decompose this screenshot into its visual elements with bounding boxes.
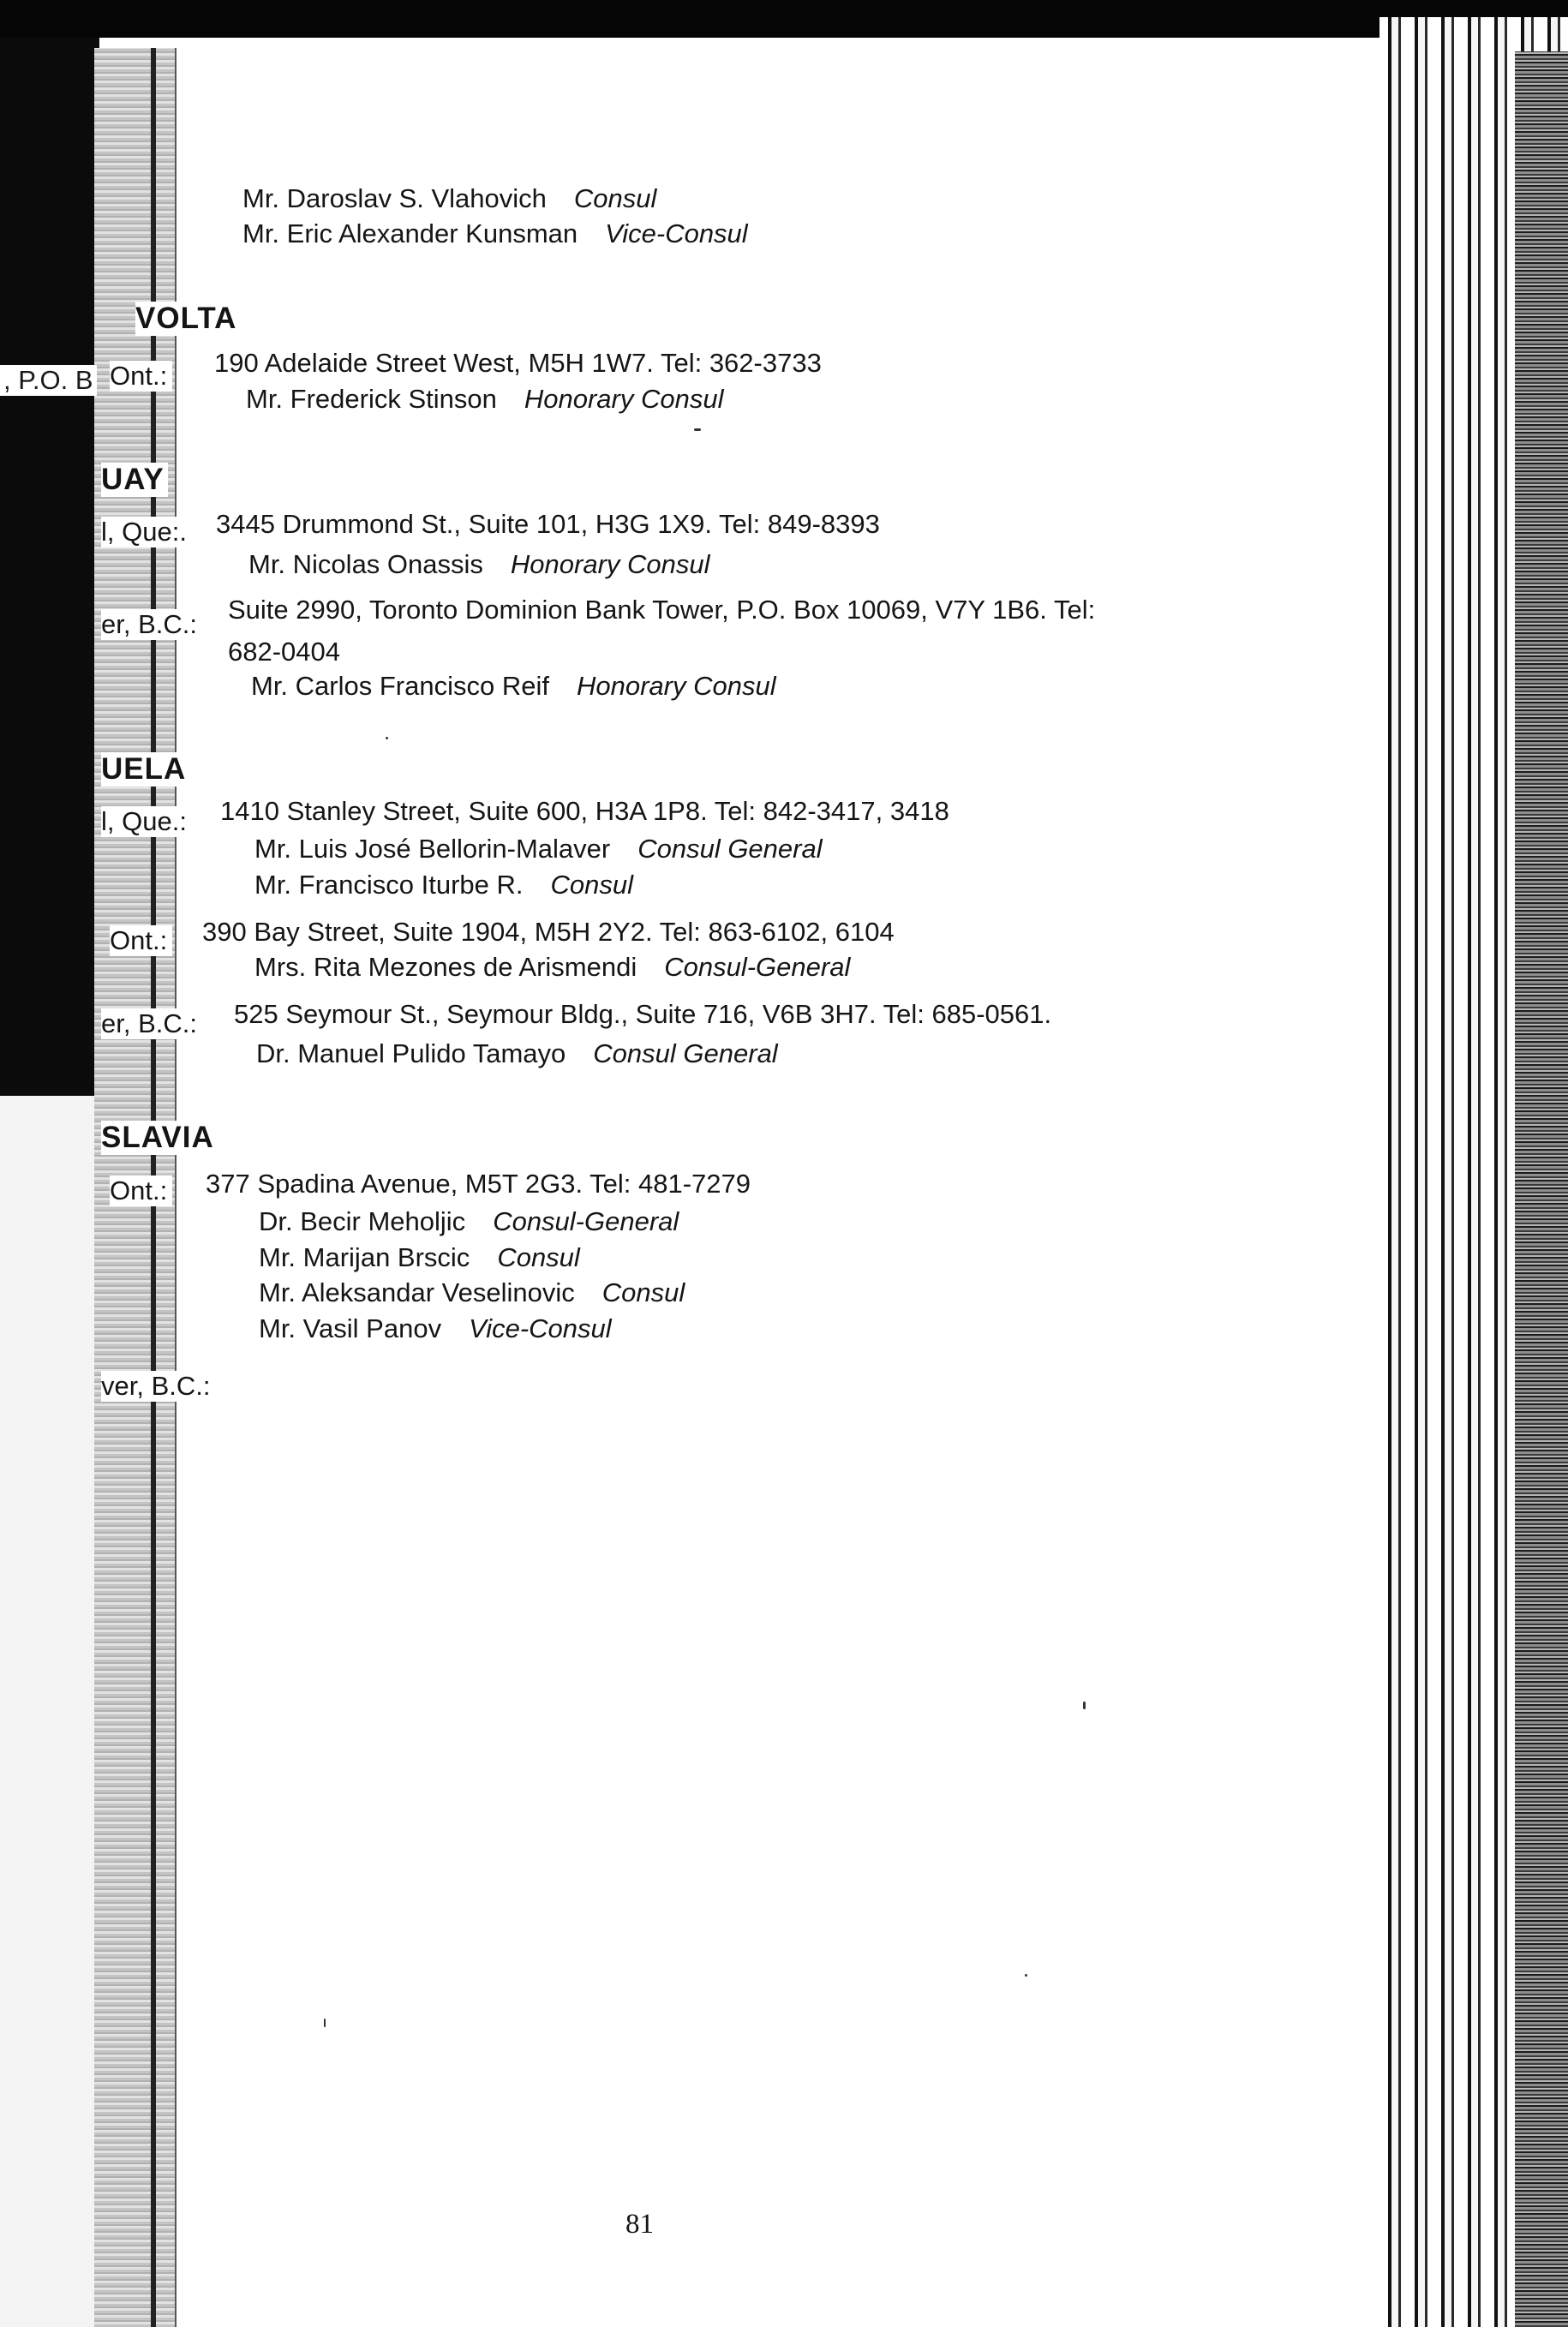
person-title: Vice-Consul xyxy=(469,1313,612,1343)
person-entry xyxy=(254,834,823,864)
office-address: 377 Spadina Avenue, M5T 2G3. Tel: 481-7279 xyxy=(206,1169,751,1199)
office-city: Ont.: xyxy=(110,1175,172,1206)
office-city: ver, B.C.: xyxy=(101,1371,215,1402)
person-title: Consul xyxy=(550,870,634,900)
country-heading: UELA xyxy=(101,752,189,787)
person-entry xyxy=(254,952,850,983)
person-name: Mr. Daroslav S. Vlahovich xyxy=(242,183,547,213)
office-address-continued: 682-0404 xyxy=(228,637,341,667)
office-city: l, Que.: xyxy=(101,806,192,837)
office-address: 525 Seymour St., Seymour Bldg., Suite 716, V6B 3H7. Tel: 685-0561. xyxy=(234,999,1052,1029)
person-name: Mr. Francisco Iturbe R. xyxy=(254,870,524,900)
person-name: Mr. Eric Alexander Kunsman xyxy=(242,218,578,248)
person-name: Mr. Nicolas Onassis xyxy=(248,549,483,579)
scan-speck xyxy=(1025,1974,1027,1977)
country-heading: UAY xyxy=(101,463,168,497)
person-title: Consul xyxy=(497,1242,580,1272)
office-city: Ont.: xyxy=(110,925,172,956)
person-name: Mr. Marijan Brscic xyxy=(259,1242,470,1272)
scan-speck xyxy=(694,428,701,431)
page-number: 81 xyxy=(625,2209,654,2240)
person-name: Mrs. Rita Mezones de Arismendi xyxy=(254,952,637,982)
office-address: 390 Bay Street, Suite 1904, M5H 2Y2. Tel: 863-6102, 6104 xyxy=(202,917,895,947)
person-name: Dr. Manuel Pulido Tamayo xyxy=(256,1038,566,1068)
person-entry xyxy=(256,1038,778,1069)
office-city: l, Que:. xyxy=(101,517,192,547)
person-title: Vice-Consul xyxy=(605,218,748,248)
person-entry xyxy=(259,1313,612,1344)
person-title: Consul-General xyxy=(664,952,851,982)
office-address: 1410 Stanley Street, Suite 600, H3A 1P8. Tel: 842-3417, 3418 xyxy=(220,796,949,826)
person-entry xyxy=(246,384,723,415)
person-entry xyxy=(254,870,633,900)
person-name: Dr. Becir Meholjic xyxy=(259,1206,466,1236)
person-name: Mr. Luis José Bellorin-Malaver xyxy=(254,834,611,864)
office-city: Ont.: xyxy=(110,361,172,392)
person-entry xyxy=(259,1277,685,1308)
person-entry xyxy=(259,1206,679,1237)
office-city: er, B.C.: xyxy=(101,1008,202,1039)
office-address: 3445 Drummond St., Suite 101, H3G 1X9. Tel: 849-8393 xyxy=(216,509,880,539)
office-city: er, B.C.: xyxy=(101,609,202,640)
person-title: Honorary Consul xyxy=(510,549,710,579)
person-title: Consul General xyxy=(593,1038,778,1068)
person-name: Mr. Carlos Francisco Reif xyxy=(251,671,549,701)
person-title: Honorary Consul xyxy=(524,384,724,414)
scan-speck xyxy=(386,737,388,739)
facing-page-text-fragment: , P.O. B xyxy=(0,365,97,396)
person-entry xyxy=(242,218,748,249)
office-address: Suite 2990, Toronto Dominion Bank Tower, P.O. Box 10069, V7Y 1B6. Tel: xyxy=(228,595,1096,625)
person-title: Consul xyxy=(601,1277,685,1307)
person-name: Mr. Aleksandar Veselinovic xyxy=(259,1277,575,1307)
person-entry xyxy=(242,183,656,214)
person-name: Mr. Vasil Panov xyxy=(259,1313,442,1343)
person-title: Honorary Consul xyxy=(576,671,776,701)
person-name: Mr. Frederick Stinson xyxy=(246,384,497,414)
person-title: Consul-General xyxy=(493,1206,679,1236)
book-fore-edge xyxy=(1515,51,1568,2327)
person-entry xyxy=(251,671,776,702)
person-title: Consul General xyxy=(637,834,823,864)
scan-speck xyxy=(324,2019,326,2027)
country-heading: VOLTA xyxy=(135,302,240,336)
person-entry xyxy=(259,1242,580,1273)
country-heading: SLAVIA xyxy=(101,1121,218,1155)
person-entry xyxy=(248,549,710,580)
scan-speck xyxy=(1083,1702,1086,1709)
person-title: Consul xyxy=(573,183,657,213)
office-address: 190 Adelaide Street West, M5H 1W7. Tel: 362-3733 xyxy=(214,348,822,378)
